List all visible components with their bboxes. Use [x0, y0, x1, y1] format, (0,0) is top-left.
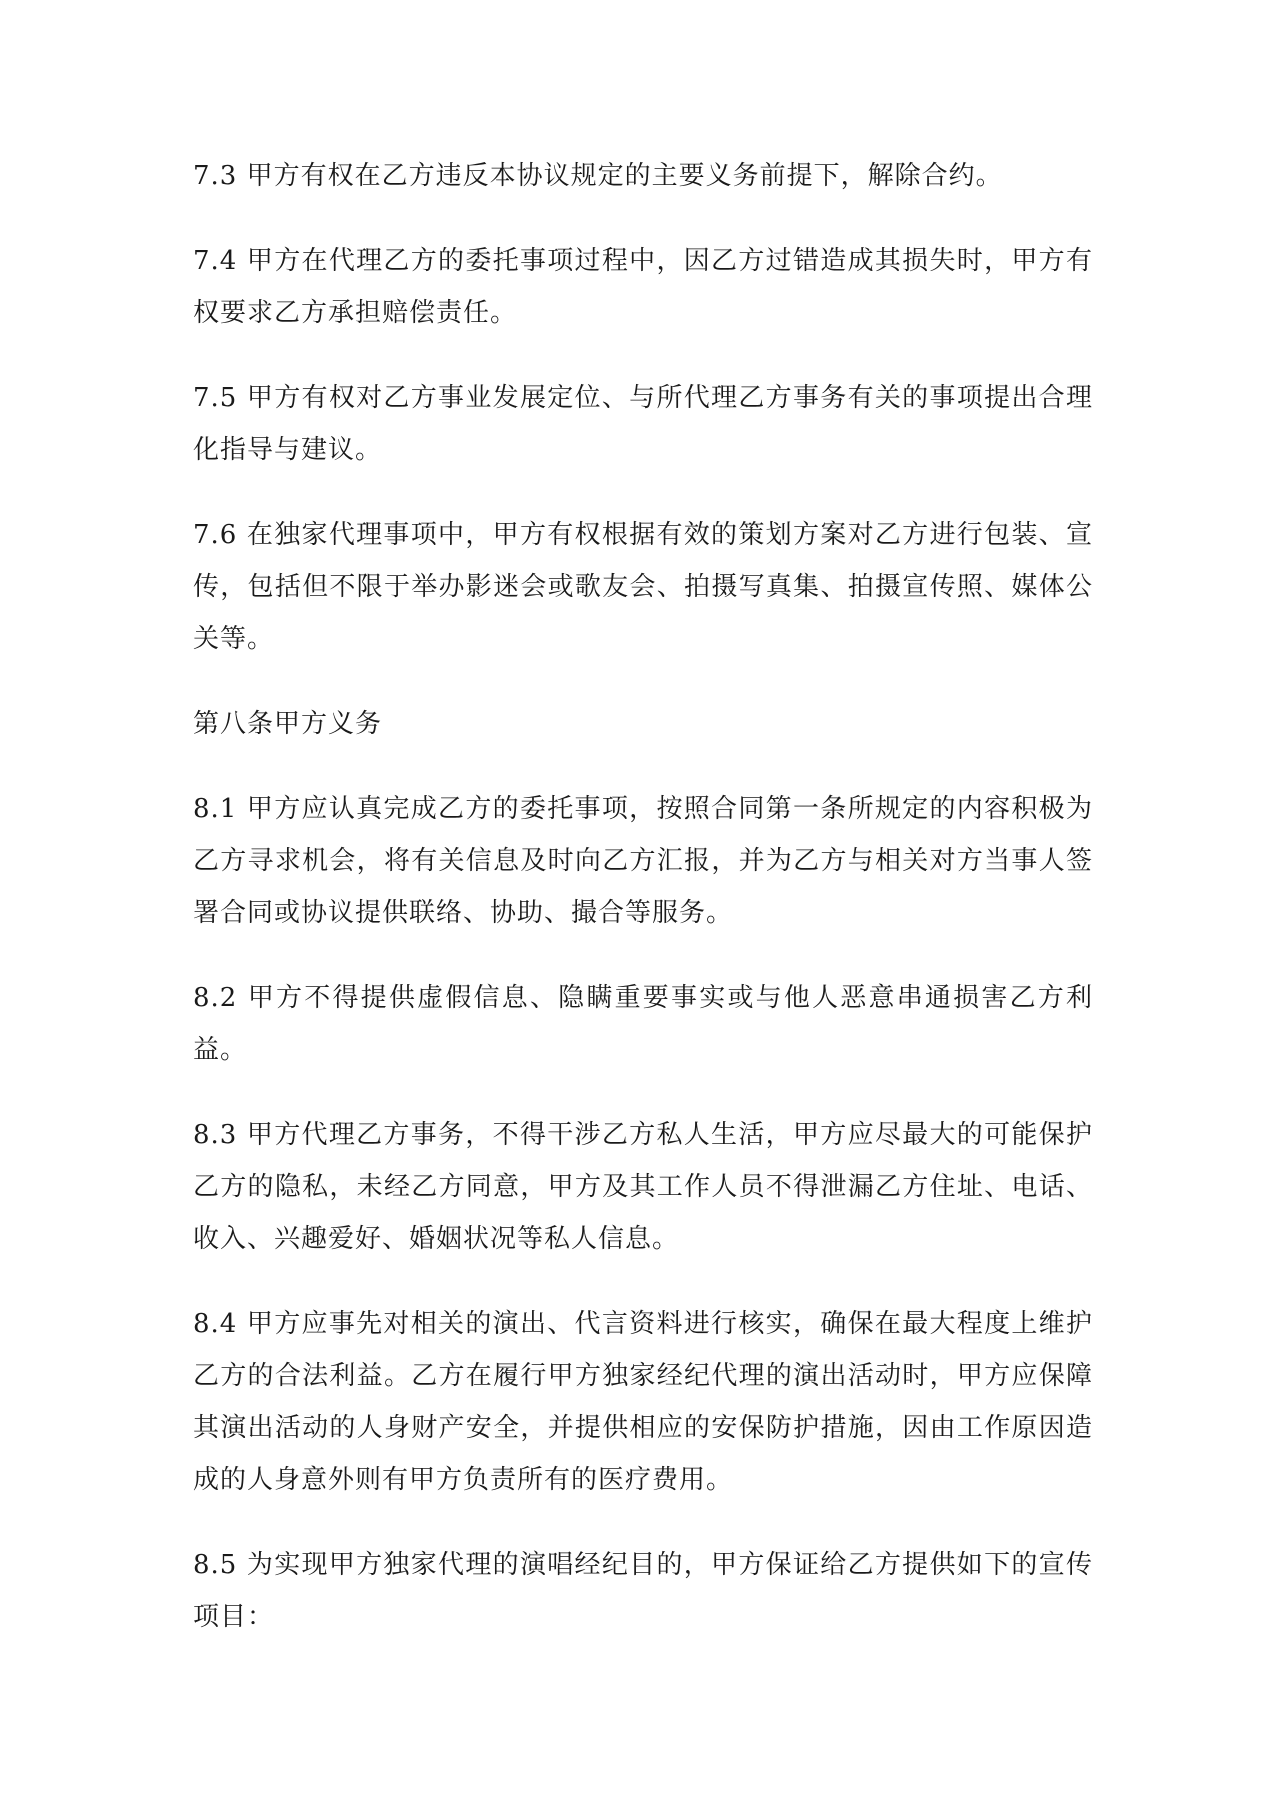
article-8-heading: 第八条甲方义务 [193, 709, 383, 739]
clause-8-2: 8.2 甲方不得提供虚假信息、隐瞒重要事实或与他人恶意串通损害乙方利益。 [193, 983, 1093, 1065]
clause-8-5: 8.5 为实现甲方独家代理的演唱经纪目的，甲方保证给乙方提供如下的宣传项目： [193, 1550, 1093, 1632]
clause-8-3: 8.3 甲方代理乙方事务，不得干涉乙方私人生活，甲方应尽最大的可能保护乙方的隐私，未经乙方同意，甲方及其工作人员不得泄漏乙方住址、电话、收入、兴趣爱好、婚姻状况等私人信息。 [193, 1120, 1093, 1254]
clause-8-1: 8.1 甲方应认真完成乙方的委托事项，按照合同第一条所规定的内容积极为乙方寻求机会，将有关信息及时向乙方汇报，并为乙方与相关对方当事人签署合同或协议提供联络、协助、撮合等服务。 [193, 794, 1093, 928]
clause-7-3: 7.3 甲方有权在乙方违反本协议规定的主要义务前提下，解除合约。 [193, 161, 1003, 191]
clause-7-5: 7.5 甲方有权对乙方事业发展定位、与所代理乙方事务有关的事项提出合理化指导与建议。 [193, 383, 1093, 465]
clause-8-4: 8.4 甲方应事先对相关的演出、代言资料进行核实，确保在最大程度上维护乙方的合法利益。乙方在履行甲方独家经纪代理的演出活动时，甲方应保障其演出活动的人身财产安全，并提供相应的安保防护措施，因由工作原因造成的人身意外则有甲方负责所有的医疗费用。 [193, 1309, 1093, 1495]
clause-7-4: 7.4 甲方在代理乙方的委托事项过程中，因乙方过错造成其损失时，甲方有权要求乙方承担赔偿责任。 [193, 246, 1093, 328]
document-body [193, 150, 1093, 1676]
clause-7-6: 7.6 在独家代理事项中，甲方有权根据有效的策划方案对乙方进行包装、宣传，包括但不限于举办影迷会或歌友会、拍摄写真集、拍摄宣传照、媒体公关等。 [193, 520, 1093, 654]
